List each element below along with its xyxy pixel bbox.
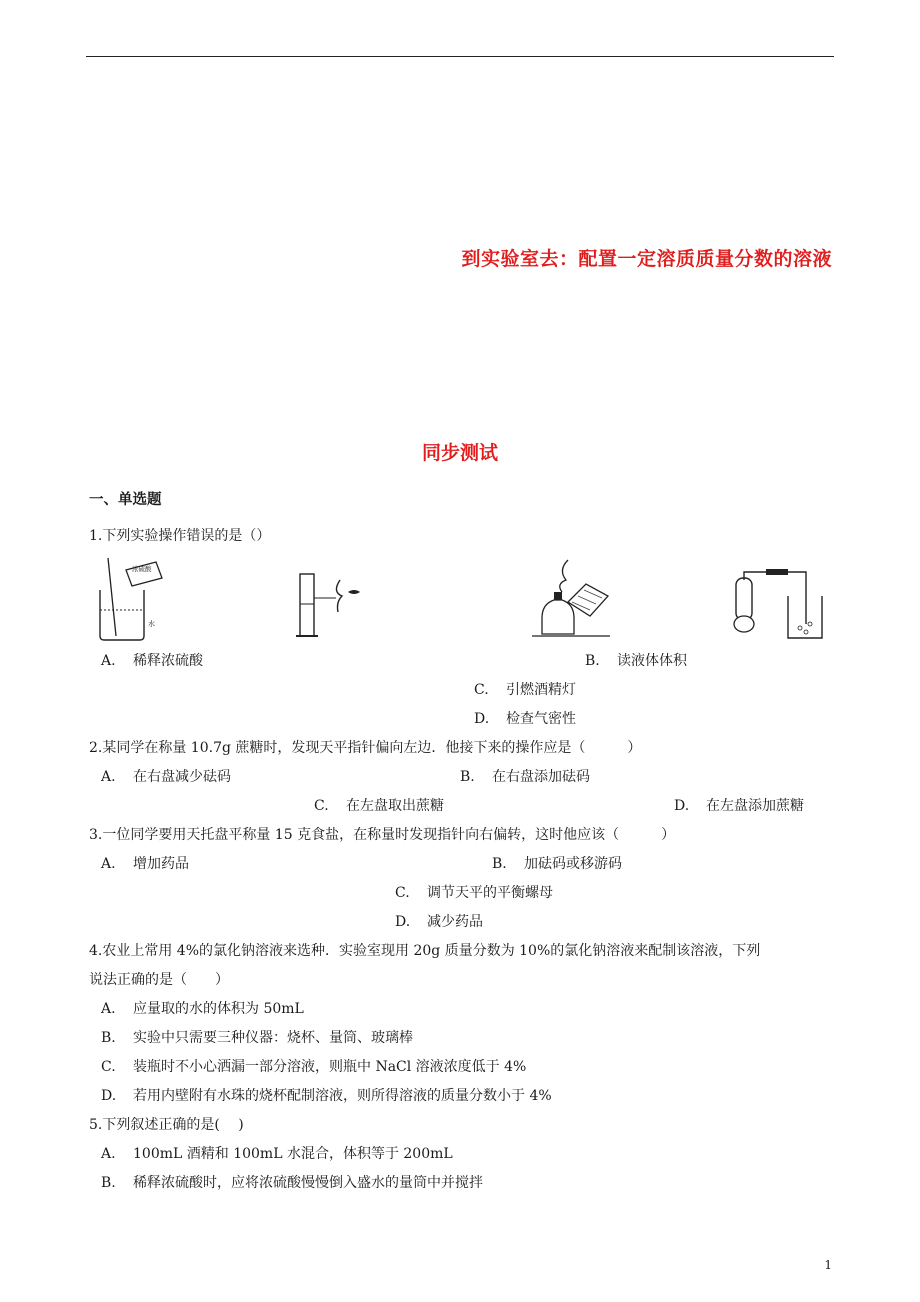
option-text: 读液体体积	[617, 653, 687, 669]
q1-option-a[interactable]	[101, 652, 203, 670]
q4-option-b[interactable]	[101, 1029, 413, 1047]
bubble	[804, 630, 808, 634]
water-label: 水	[148, 620, 155, 628]
option-text: 增加药品	[133, 856, 189, 872]
option-text: 在右盘减少砝码	[133, 769, 231, 785]
q1-option-d[interactable]	[474, 710, 576, 728]
q2-option-b[interactable]	[460, 768, 590, 786]
q4-option-c[interactable]	[101, 1058, 526, 1076]
option-text: 稀释浓硫酸	[133, 653, 203, 669]
document-title: 到实验室去：配置一定溶质质量分数的溶液	[461, 248, 832, 270]
q2-option-a[interactable]	[101, 768, 231, 786]
hand-shape	[734, 616, 754, 632]
option-text: 加砝码或移游码	[524, 856, 622, 872]
option-letter: C.	[314, 798, 329, 814]
option-letter: C.	[474, 682, 489, 698]
flame-shape	[560, 560, 568, 592]
option-letter: A.	[101, 653, 116, 669]
q2-option-d[interactable]	[674, 797, 804, 815]
q3-option-d[interactable]	[395, 913, 483, 931]
q1-option-c[interactable]	[474, 681, 576, 699]
option-text: 检查气密性	[506, 711, 576, 727]
page-number: 1	[824, 1258, 832, 1272]
option-text: 装瓶时不小心洒漏一部分溶液，则瓶中 NaCl 溶液浓度低于 4%	[133, 1059, 527, 1075]
q4-option-d[interactable]	[101, 1087, 552, 1105]
option-letter: D.	[674, 798, 690, 814]
figure-dilute-acid	[96, 556, 170, 642]
question-4-stem-line1: 4.农业上常用 4%的氯化钠溶液来选种．实验室现用 20g 质量分数为 10%的氯化钠溶液来配制该溶液，下列	[89, 943, 761, 959]
q5-option-a[interactable]	[101, 1145, 453, 1163]
question-5-stem: 5.下列叙述正确的是( )	[89, 1117, 244, 1133]
option-text: 引燃酒精灯	[506, 682, 576, 698]
option-letter: B.	[460, 769, 475, 785]
option-letter: D.	[474, 711, 490, 727]
option-letter: A.	[101, 1001, 116, 1017]
rubber-tube	[766, 569, 788, 575]
figure-airtight-check	[720, 566, 826, 642]
figure-read-cylinder	[292, 570, 372, 642]
document-subtitle: 同步测试	[421, 442, 498, 464]
q3-option-c[interactable]	[395, 884, 553, 902]
q2-option-c[interactable]	[314, 797, 444, 815]
test-tube	[736, 578, 752, 620]
option-letter: B.	[101, 1175, 116, 1191]
option-letter: B.	[101, 1030, 116, 1046]
question-2-stem: 2.某同学在称量 10.7g 蔗糖时，发现天平指针偏向左边．他接下来的操作应是（ ）	[89, 740, 642, 756]
option-letter: B.	[585, 653, 600, 669]
option-text: 稀释浓硫酸时，应将浓硫酸慢慢倒入盛水的量筒中并搅拌	[133, 1175, 483, 1191]
option-letter: A.	[101, 769, 116, 785]
option-text: 在左盘添加蔗糖	[706, 798, 804, 814]
section-heading: 一、单选题	[89, 492, 162, 508]
q5-option-b[interactable]	[101, 1174, 483, 1192]
lamp-tilted	[568, 584, 608, 616]
option-text: 100mL 酒精和 100mL 水混合，体积等于 200mL	[133, 1146, 453, 1162]
option-letter: C.	[101, 1059, 116, 1075]
glass-rod	[108, 558, 116, 636]
q4-option-a[interactable]	[101, 1000, 304, 1018]
face-profile	[336, 580, 342, 612]
q3-option-a[interactable]	[101, 855, 189, 873]
cylinder-body	[300, 574, 314, 636]
question-3-stem: 3.一位同学要用天托盘平称量 15 克食盐，在称量时发现指针向右偏转，这时他应该（ ）	[89, 827, 676, 843]
option-text: 调节天平的平衡螺母	[427, 885, 553, 901]
option-letter: D.	[101, 1088, 117, 1104]
option-letter: C.	[395, 885, 410, 901]
option-text: 在右盘添加砝码	[492, 769, 590, 785]
option-letter: D.	[395, 914, 411, 930]
lamp-wick	[554, 592, 562, 600]
lamp-left	[542, 600, 574, 634]
option-text: 若用内壁附有水珠的烧杯配制溶液，则所得溶液的质量分数小于 4%	[133, 1088, 552, 1104]
option-text: 在左盘取出蔗糖	[346, 798, 444, 814]
eye-icon	[348, 590, 360, 594]
bubble	[798, 626, 802, 630]
question-1-stem: 1.下列实验操作错误的是（）	[89, 528, 271, 544]
option-text: 应量取的水的体积为 50mL	[133, 1001, 304, 1017]
question-4-stem-line2: 说法正确的是（ ）	[89, 972, 229, 988]
water-beaker	[788, 596, 822, 638]
option-letter: A.	[101, 1146, 116, 1162]
header-rule	[86, 56, 834, 57]
bubble	[808, 622, 812, 626]
option-text: 实验中只需要三种仪器：烧杯、量筒、玻璃棒	[133, 1030, 413, 1046]
q3-option-b[interactable]	[492, 855, 622, 873]
beaker-shape	[100, 590, 144, 640]
delivery-tube	[744, 572, 806, 624]
option-letter: A.	[101, 856, 116, 872]
option-letter: B.	[492, 856, 507, 872]
figure-light-lamp	[528, 556, 612, 642]
acid-bottle-label: 浓硫酸	[132, 565, 152, 573]
option-text: 减少药品	[427, 914, 483, 930]
q1-option-b[interactable]	[585, 652, 687, 670]
